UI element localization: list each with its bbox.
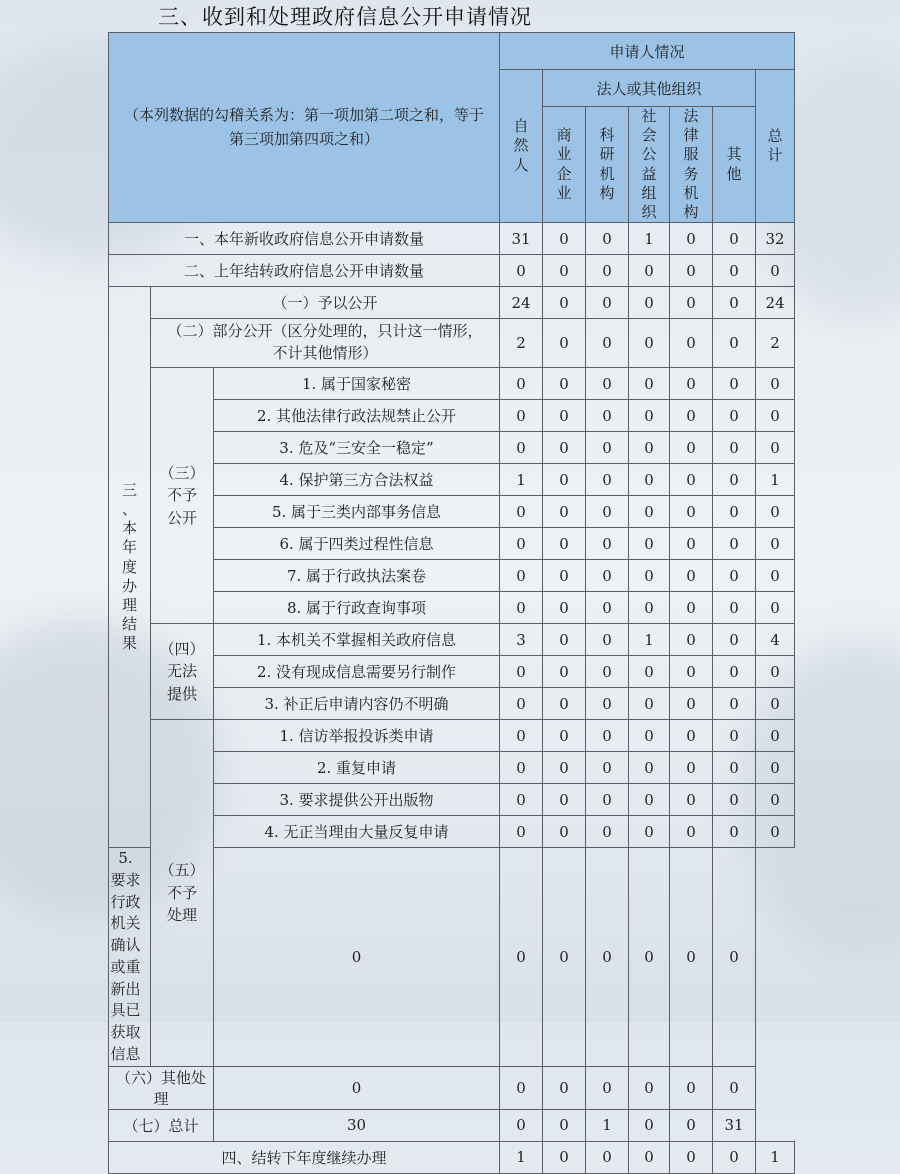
cell-value: 0: [586, 752, 629, 784]
cell-value: 0: [214, 1066, 500, 1109]
row-label: 4. 无正当理由大量反复申请: [214, 816, 500, 848]
cell-value: 0: [629, 368, 670, 400]
cell-value: 0: [670, 656, 713, 688]
section3-label: 三 、 本 年 度 办 理 结 果: [109, 287, 151, 848]
cell-value: 0: [756, 784, 795, 816]
cell-value: 0: [543, 592, 586, 624]
header-col-public-welfare: 社 会 公 益 组 织: [629, 107, 670, 223]
cell-value: 0: [756, 592, 795, 624]
cell-value: 0: [586, 464, 629, 496]
cell-value: 0: [756, 720, 795, 752]
cell-value: 0: [500, 784, 543, 816]
row-label-text: 5. 要求行政机关确认或重新出具已获取信息: [110, 849, 141, 1063]
cell-value: 0: [500, 752, 543, 784]
cell-value: 32: [756, 223, 795, 255]
cell-value: 0: [629, 816, 670, 848]
cell-value: 0: [670, 287, 713, 319]
row-label: [151, 319, 500, 368]
cell-value: 0: [629, 464, 670, 496]
cell-value: 0: [670, 368, 713, 400]
header-col-other: 其 他: [713, 107, 756, 223]
cell-value: 0: [586, 223, 629, 255]
cell-value: 0: [713, 528, 756, 560]
cell-value: 0: [629, 496, 670, 528]
cell-value: 0: [713, 432, 756, 464]
cell-value: 0: [670, 1109, 713, 1141]
cell-value: 0: [500, 720, 543, 752]
cell-value: 0: [713, 223, 756, 255]
cell-value: 2: [756, 319, 795, 368]
cell-value: 30: [214, 1109, 500, 1141]
cell-value: 4: [756, 624, 795, 656]
cell-value: 0: [713, 287, 756, 319]
cell-value: 0: [629, 400, 670, 432]
cell-value: 0: [670, 255, 713, 287]
cell-value: 0: [543, 1141, 586, 1173]
header-note-text: （本列数据的勾稽关系为：第一项加第二项之和，等于第三项加第四项之和）: [123, 106, 484, 148]
header-col-natural-person: 自 然 人: [500, 70, 543, 223]
cell-value: 0: [543, 624, 586, 656]
cell-value: 31: [713, 1109, 756, 1141]
cell-value: 0: [500, 432, 543, 464]
cell-value: 0: [629, 848, 670, 1067]
cell-value: 0: [586, 255, 629, 287]
cell-value: 0: [670, 223, 713, 255]
cell-value: 0: [586, 432, 629, 464]
row-label: [109, 848, 151, 1067]
cell-value: 0: [670, 560, 713, 592]
row-label: 1. 属于国家秘密: [214, 368, 500, 400]
cell-value: 0: [756, 752, 795, 784]
cell-value: 0: [543, 255, 586, 287]
cell-value: 31: [500, 223, 543, 255]
cell-value: 2: [500, 319, 543, 368]
row-label: 3. 危及“三安全一稳定”: [214, 432, 500, 464]
row-label: 7. 属于行政执法案卷: [214, 560, 500, 592]
cell-value: 0: [543, 560, 586, 592]
cell-value: 0: [543, 432, 586, 464]
cell-value: 0: [543, 1109, 586, 1141]
cell-value: 0: [670, 1066, 713, 1109]
cell-value: 0: [713, 255, 756, 287]
cell-value: 0: [756, 528, 795, 560]
cell-value: 0: [670, 688, 713, 720]
cell-value: 0: [670, 752, 713, 784]
row-label-text: （二）部分公开（区分处理的，只计这一情形，不计其他情形）: [167, 322, 483, 363]
cell-value: 0: [629, 720, 670, 752]
cell-value: 0: [670, 464, 713, 496]
cell-value: 0: [543, 848, 586, 1067]
cell-value: 0: [500, 1109, 543, 1141]
cell-value: 0: [500, 368, 543, 400]
cell-value: 0: [670, 592, 713, 624]
header-col-research: 科 研 机 构: [586, 107, 629, 223]
cell-value: 0: [629, 1141, 670, 1173]
cell-value: 0: [713, 624, 756, 656]
cell-value: 0: [586, 848, 629, 1067]
page-title: 三、收到和处理政府信息公开申请情况: [158, 5, 532, 29]
row-label: 1. 本机关不掌握相关政府信息: [214, 624, 500, 656]
cell-value: 0: [500, 255, 543, 287]
cell-value: 0: [670, 816, 713, 848]
row-label: 6. 属于四类过程性信息: [214, 528, 500, 560]
header-applicant-situation: 申请人情况: [500, 33, 795, 70]
cell-value: 0: [214, 848, 500, 1067]
cell-value: 0: [713, 848, 756, 1067]
row-label: 1. 信访举报投诉类申请: [214, 720, 500, 752]
cell-value: 0: [586, 1141, 629, 1173]
cell-value: 0: [713, 688, 756, 720]
cell-value: 0: [629, 656, 670, 688]
cell-value: 0: [543, 368, 586, 400]
cell-value: 0: [586, 816, 629, 848]
cell-value: 0: [713, 656, 756, 688]
cell-value: 0: [586, 319, 629, 368]
header-col-business: 商 业 企 业: [543, 107, 586, 223]
cell-value: 0: [713, 592, 756, 624]
cell-value: 0: [586, 656, 629, 688]
row-label: （七）总计: [109, 1109, 214, 1141]
row-label: 二、上年结转政府信息公开申请数量: [109, 255, 500, 287]
cell-value: 0: [543, 720, 586, 752]
row-label: 一、本年新收政府信息公开申请数量: [109, 223, 500, 255]
header-col-legal-service: 法 律 服 务 机 构: [670, 107, 713, 223]
row-label: 2. 没有现成信息需要另行制作: [214, 656, 500, 688]
cell-value: 1: [756, 464, 795, 496]
cell-value: 0: [586, 592, 629, 624]
cell-value: 0: [543, 400, 586, 432]
cell-value: 0: [713, 496, 756, 528]
cell-value: 0: [543, 688, 586, 720]
cell-value: 1: [500, 464, 543, 496]
cell-value: 0: [756, 368, 795, 400]
row-label: 5. 属于三类内部事务信息: [214, 496, 500, 528]
cell-value: 0: [629, 752, 670, 784]
cell-value: 0: [586, 528, 629, 560]
cell-value: 0: [756, 688, 795, 720]
cell-value: 0: [629, 432, 670, 464]
cell-value: 0: [629, 287, 670, 319]
cell-value: 0: [713, 464, 756, 496]
cell-value: 0: [543, 287, 586, 319]
cell-value: 0: [500, 688, 543, 720]
cell-value: 0: [586, 720, 629, 752]
cell-value: 0: [756, 816, 795, 848]
row-label: 3. 补正后申请内容仍不明确: [214, 688, 500, 720]
cell-value: 0: [670, 319, 713, 368]
cell-value: 0: [713, 784, 756, 816]
cell-value: 0: [713, 368, 756, 400]
cell-value: 0: [713, 752, 756, 784]
row-label: 四、结转下年度继续办理: [109, 1141, 500, 1173]
cell-value: 0: [670, 624, 713, 656]
cell-value: 0: [586, 368, 629, 400]
cell-value: 0: [500, 1066, 543, 1109]
cell-value: 0: [500, 592, 543, 624]
row-label: 3. 要求提供公开出版物: [214, 784, 500, 816]
cell-value: 0: [670, 400, 713, 432]
cell-value: 0: [543, 319, 586, 368]
cell-value: 0: [500, 848, 543, 1067]
row-label: （一）予以公开: [151, 287, 500, 319]
cell-value: 0: [586, 496, 629, 528]
cell-value: 0: [543, 223, 586, 255]
cell-value: 0: [586, 287, 629, 319]
header-note: [109, 33, 500, 223]
cell-value: 0: [713, 816, 756, 848]
group-not-public-label: （三） 不予 公开: [151, 368, 214, 624]
row-label: 8. 属于行政查询事项: [214, 592, 500, 624]
cell-value: 0: [629, 592, 670, 624]
cell-value: 0: [586, 1066, 629, 1109]
cell-value: 0: [586, 624, 629, 656]
cell-value: 0: [713, 319, 756, 368]
cell-value: 0: [586, 400, 629, 432]
cell-value: 0: [629, 528, 670, 560]
cell-value: 0: [756, 496, 795, 528]
cell-value: 0: [713, 400, 756, 432]
cell-value: 0: [629, 784, 670, 816]
cell-value: 0: [670, 848, 713, 1067]
header-legal-persons: 法人或其他组织: [543, 70, 756, 107]
cell-value: 0: [670, 432, 713, 464]
cell-value: 0: [713, 720, 756, 752]
cell-value: 1: [586, 1109, 629, 1141]
cell-value: 1: [756, 1141, 795, 1173]
row-label: （六）其他处理: [109, 1066, 214, 1109]
cell-value: 0: [543, 816, 586, 848]
cell-value: 0: [586, 688, 629, 720]
cell-value: 0: [756, 400, 795, 432]
cell-value: 0: [670, 720, 713, 752]
cell-value: 3: [500, 624, 543, 656]
cell-value: 0: [713, 1066, 756, 1109]
cell-value: 24: [756, 287, 795, 319]
cell-value: 0: [629, 255, 670, 287]
cell-value: 24: [500, 287, 543, 319]
cell-value: 0: [543, 752, 586, 784]
row-label: 4. 保护第三方合法权益: [214, 464, 500, 496]
cell-value: 0: [500, 528, 543, 560]
cell-value: 0: [543, 656, 586, 688]
cell-value: 0: [586, 560, 629, 592]
cell-value: 0: [756, 255, 795, 287]
cell-value: 0: [629, 1109, 670, 1141]
cell-value: 0: [500, 496, 543, 528]
cell-value: 0: [670, 1141, 713, 1173]
group-cannot-provide-label: （四） 无法 提供: [151, 624, 214, 720]
cell-value: 0: [500, 656, 543, 688]
cell-value: 0: [543, 528, 586, 560]
row-label: 2. 其他法律行政法规禁止公开: [214, 400, 500, 432]
header-col-total: 总 计: [756, 70, 795, 223]
cell-value: 0: [756, 560, 795, 592]
cell-value: 0: [543, 1066, 586, 1109]
cell-value: 0: [713, 560, 756, 592]
cell-value: 0: [670, 784, 713, 816]
cell-value: 0: [629, 688, 670, 720]
group-not-processed-label: （五） 不予 处理: [151, 720, 214, 1067]
cell-value: 0: [500, 560, 543, 592]
cell-value: 0: [629, 1066, 670, 1109]
cell-value: 0: [713, 1141, 756, 1173]
cell-value: 0: [670, 528, 713, 560]
cell-value: 0: [543, 496, 586, 528]
cell-value: 0: [500, 816, 543, 848]
cell-value: 0: [629, 319, 670, 368]
cell-value: 0: [629, 560, 670, 592]
cell-value: 1: [500, 1141, 543, 1173]
info-disclosure-table: [108, 32, 795, 1174]
cell-value: 0: [500, 400, 543, 432]
cell-value: 0: [756, 432, 795, 464]
cell-value: 0: [586, 784, 629, 816]
cell-value: 0: [756, 656, 795, 688]
row-label: 2. 重复申请: [214, 752, 500, 784]
cell-value: 1: [629, 624, 670, 656]
cell-value: 0: [543, 464, 586, 496]
cell-value: 0: [543, 784, 586, 816]
cell-value: 0: [670, 496, 713, 528]
cell-value: 1: [629, 223, 670, 255]
